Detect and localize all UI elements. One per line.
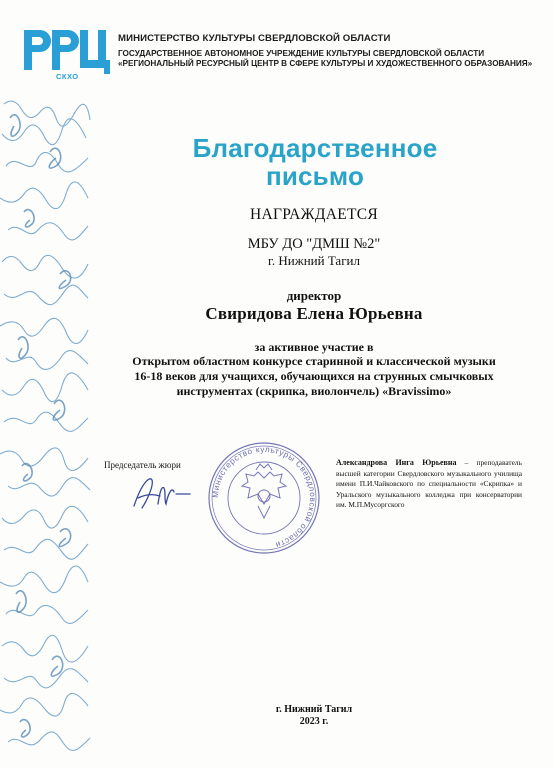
- title-line1: Благодарственное: [192, 133, 438, 163]
- awarded-position: директор: [286, 288, 342, 303]
- awarded-city: г. Нижний Тагил: [268, 253, 360, 268]
- jury-chair-name: Александрова Инга Юрьевна: [336, 458, 457, 467]
- org-name-line1: ГОСУДАРСТВЕННОЕ АВТОНОМНОЕ УЧРЕЖДЕНИЕ КУЛЬТУРЫ СВЕРДЛОВСКОЙ ОБЛАСТИ: [118, 49, 485, 58]
- logo-subtitle: СКХО: [56, 72, 79, 81]
- jury-chair-label: Председатель жюри: [104, 460, 181, 470]
- document-title: [140, 134, 490, 190]
- contest-description: [100, 354, 528, 399]
- awarded-organization: МБУ ДО "ДМШ №2": [247, 236, 381, 252]
- footer-city: г. Нижний Тагил: [275, 704, 353, 715]
- title-line2: письмо: [265, 161, 365, 191]
- official-seal: [206, 440, 322, 556]
- ministry-name: МИНИСТЕРСТВО КУЛЬТУРЫ СВЕРДЛОВСКОЙ ОБЛАСТИ: [118, 33, 391, 44]
- decorative-calligraphy-strip: [0, 94, 92, 768]
- svg-text:Министерство культуры Свердлов: Министерство культуры Свердловской области: [210, 444, 318, 550]
- jury-chair-details: [336, 458, 522, 511]
- award-reason: за активное участие в: [254, 340, 374, 354]
- contest-line3: инструментах (скрипка, виолончель) «Bravissimo»: [176, 384, 452, 398]
- awarded-person: Свиридова Елена Юрьевна: [205, 304, 423, 323]
- jury-chair-description: – преподаватель высшей категории Свердловского музыкального училища имени П.И.Чайковского по специальности «Скрипка» и Уральского музыкального колледжа при консерватории им. М.П.Мусоргского: [336, 458, 522, 509]
- org-name-line2: «РЕГИОНАЛЬНЫЙ РЕСУРСНЫЙ ЦЕНТР В СФЕРЕ КУЛЬТУРЫ И ХУДОЖЕСТВЕННОГО ОБРАЗОВАНИЯ»: [118, 59, 533, 68]
- contest-line2: 16-18 веков для учащихся, обучающихся на струнных смычковых: [134, 369, 494, 383]
- footer-year: 2023 г.: [299, 716, 329, 727]
- contest-line1: Открытом областном конкурсе старинной и классической музыки: [132, 354, 496, 368]
- org-header: [118, 33, 538, 68]
- awarded-heading: НАГРАЖДАЕТСЯ: [249, 206, 379, 223]
- handwritten-signature: [128, 472, 196, 514]
